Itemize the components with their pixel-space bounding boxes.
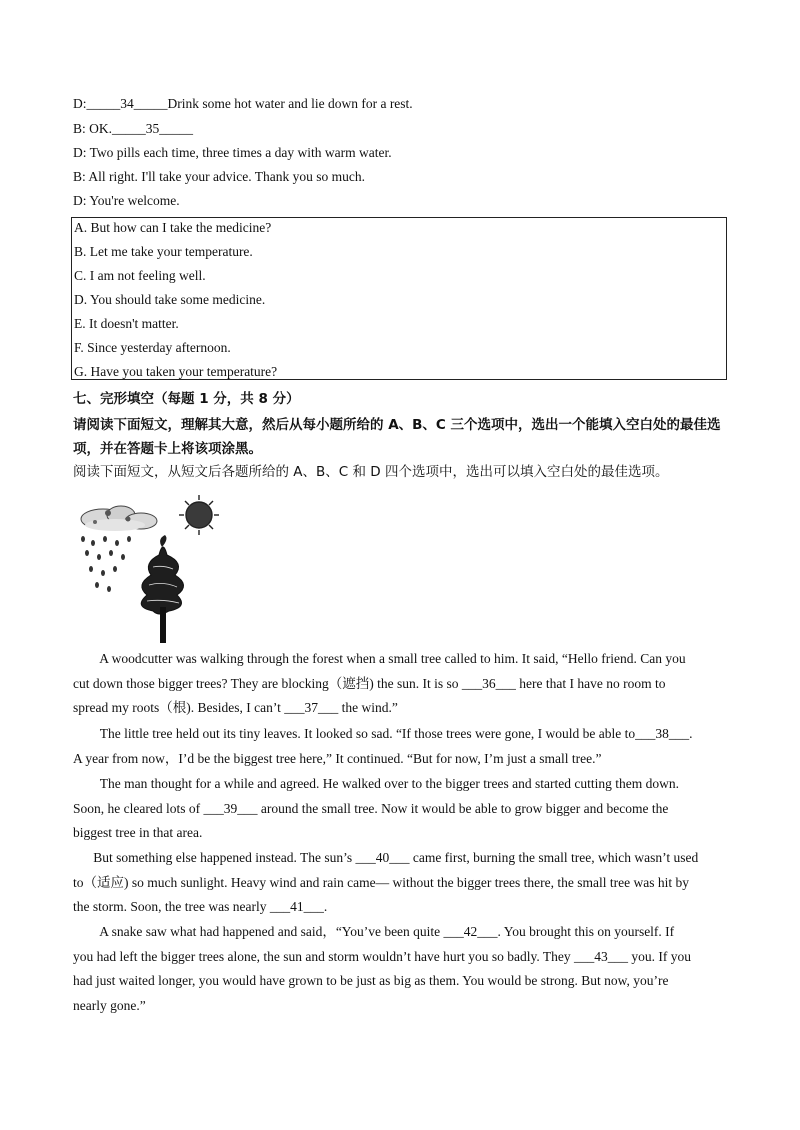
dialogue-line: B: All right. I'll take your advice. Thank you so much. <box>73 169 366 184</box>
passage-line: had just waited longer, you would have grown to be just as big as them. You would be strong. But now, you’re <box>73 973 669 989</box>
passage-line: The little tree held out its tiny leaves. It looked so sad. “If those trees were gone, I would be able to___38___. <box>73 726 693 741</box>
passage-line: Soon, he cleared lots of ___39___ around the small tree. Now it would be able to grow bigger and become the <box>73 800 669 816</box>
option-g: G. Have you taken your temperature? <box>74 364 278 379</box>
tree-icon <box>141 535 183 643</box>
option-f: F. Since yesterday afternoon. <box>74 340 231 355</box>
passage-line: cut down those bigger trees? They are blocking（遮挡) the sun. It is so ___36___ here that I have no room to <box>73 675 666 691</box>
passage-paragraph-4 <box>73 846 733 920</box>
option-d: D. You should take some medicine. <box>74 292 266 307</box>
passage-paragraph-3 <box>73 772 733 846</box>
rain-icon <box>81 536 131 592</box>
option-c: C. I am not feeling well. <box>74 268 206 283</box>
passage-line: But something else happened instead. The sun’s ___40___ came first, burning the small tree, which wasn’t used <box>73 850 699 865</box>
passage-line: A snake saw what had happened and said，“You’ve been quite ___42___. You brought this on yourself. If <box>73 924 675 939</box>
passage-paragraph-5 <box>73 920 733 1019</box>
passage-line: to（适应) so much sunlight. Heavy wind and rain came— without the bigger trees there, the small tree was hit by <box>73 874 689 890</box>
tree-illustration <box>73 495 223 643</box>
passage-paragraph-2 <box>73 722 733 771</box>
passage-line: spread my roots（根). Besides, I can’t ___37___ the wind.” <box>73 700 398 716</box>
passage-paragraph-1 <box>73 647 733 721</box>
section-instruction: 阅读下面短文，从短文后各题所给的 A、B、C 和 D 四个选项中，选出可以填入空白处的最佳选项。 <box>73 464 669 480</box>
sun-icon <box>179 495 219 535</box>
option-e: E. It doesn't matter. <box>74 316 179 331</box>
passage-line: biggest tree in that area. <box>73 825 203 841</box>
cloud-icon <box>81 506 157 531</box>
dialogue-line: D: Two pills each time, three times a day with warm water. <box>73 145 392 160</box>
options-box <box>71 217 727 380</box>
option-b: B. Let me take your temperature. <box>74 244 253 259</box>
passage-line: nearly gone.” <box>73 998 146 1014</box>
dialogue-line: D: You're welcome. <box>73 193 180 208</box>
option-a: A. But how can I take the medicine? <box>74 220 272 235</box>
dialogue-line: B: OK._____35_____ <box>73 121 194 136</box>
dialogue-line: D:_____34_____Drink some hot water and lie down for a rest. <box>73 96 413 111</box>
passage-line: you had left the bigger trees alone, the sun and storm wouldn’t have hurt you so badly. They ___43___ you. If you <box>73 948 692 964</box>
passage-line: the storm. Soon, the tree was nearly ___41___. <box>73 899 328 915</box>
section-heading: 七、完形填空（每题 1 分，共 8 分） <box>73 391 300 407</box>
passage-line: The man thought for a while and agreed. He walked over to the bigger trees and started cutting them down. <box>73 776 679 791</box>
passage-line: A woodcutter was walking through the forest when a small tree called to him. It said, “Hello friend. Can you <box>73 651 686 666</box>
section-instruction-bold: 请阅读下面短文，理解其大意，然后从每小题所给的 A、B、C 三个选项中，选出一个能填入空白处的最佳选项，并在答题卡上将该项涂黑。 <box>73 417 721 457</box>
passage-line: A year from now，I’d be the biggest tree here,” It continued. “But for now, I’m just a small tree.” <box>73 750 602 766</box>
